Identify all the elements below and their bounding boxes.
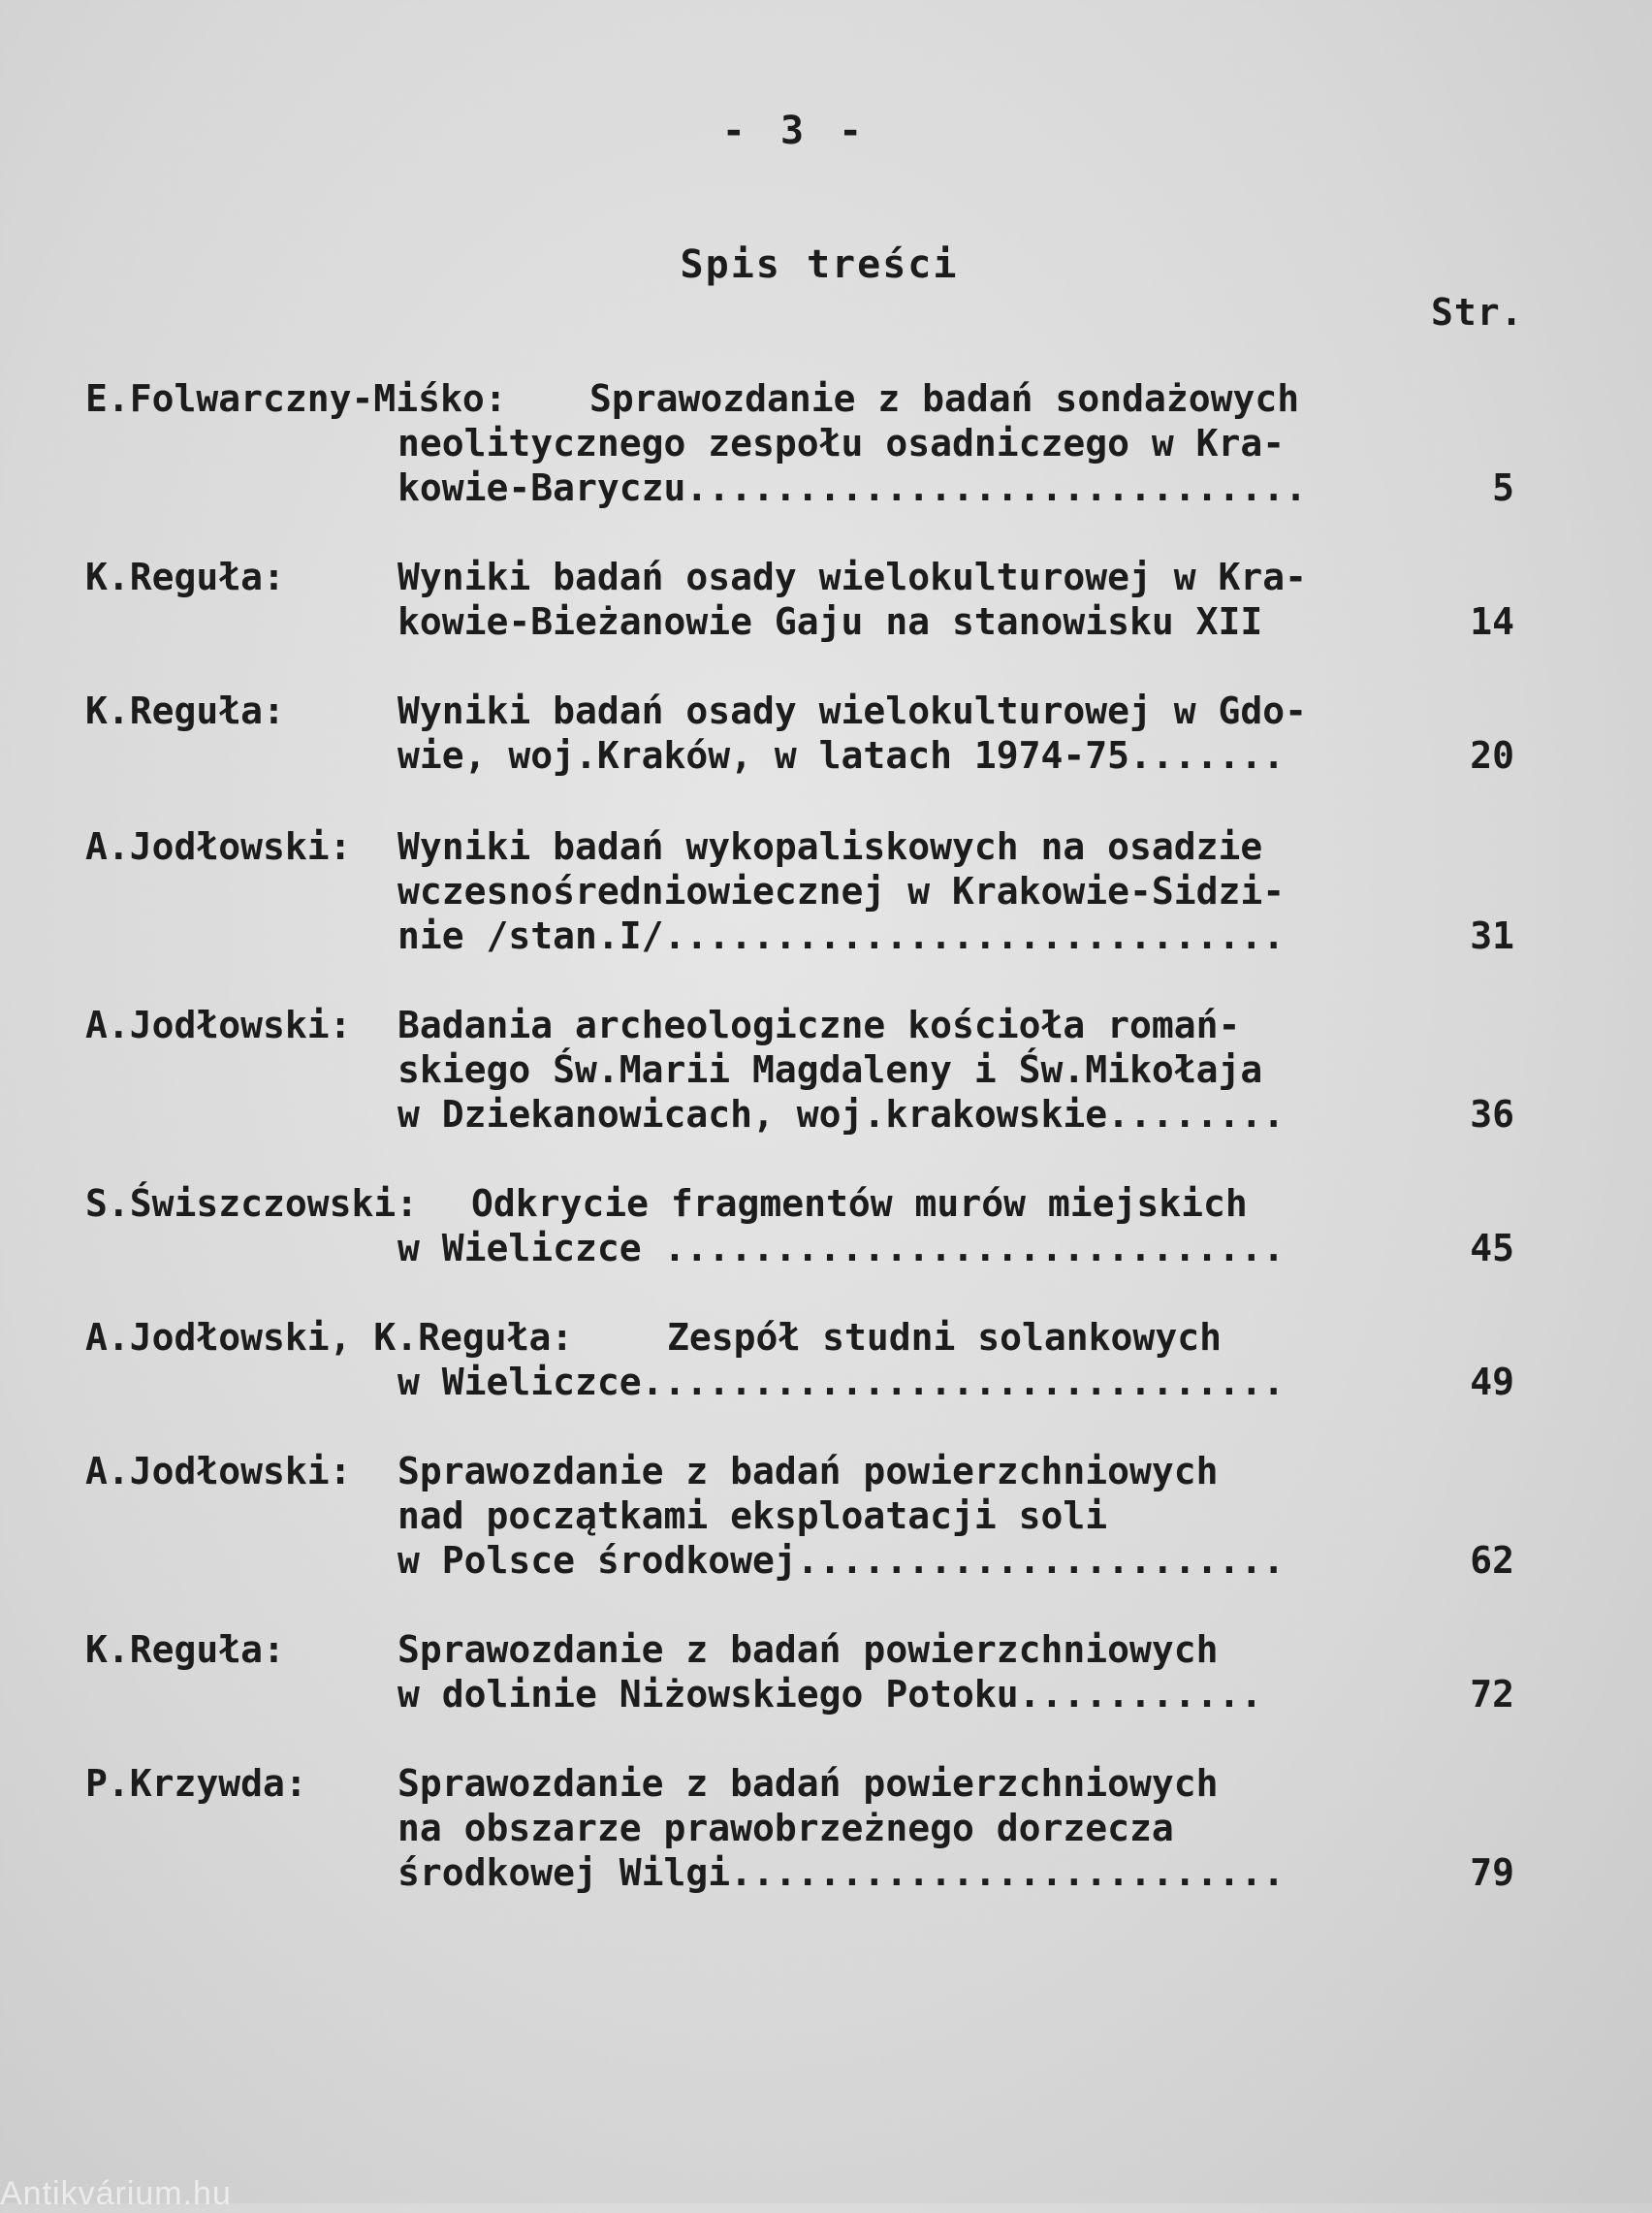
entry-title: Badania archeologiczne kościoła romań- skiego Św.Marii Magdaleny i Św.Mikołaja w Dziekanowicach, woj.krakowskie........ [397,1004,1286,1136]
entry-page: 62 [1470,1539,1514,1582]
entry-page: 49 [1470,1361,1514,1403]
entry-author: K.Reguła: [85,556,285,598]
entry-title: Sprawozdanie z badań powierzchniowych nad początkami eksploatacji soli w Polsce środkowej...................... [397,1450,1286,1582]
entry-title: Sprawozdanie z badań powierzchniowych w dolinie Niżowskiego Potoku........... [397,1628,1263,1716]
entry-page: 14 [1470,600,1514,643]
entry-author: A.Jodłowski, K.Reguła: [85,1316,574,1359]
entry-title-first-line: Odkrycie fragmentów murów miejskich [471,1182,1248,1225]
entry-author: A.Jodłowski: [85,825,352,868]
entry-page: 79 [1470,1851,1514,1894]
entry-author: P.Krzywda: [85,1762,307,1805]
entry-title: neolitycznego zespołu osadniczego w Kra- kowie-Baryczu............................ [397,422,1307,509]
entry-title: Wyniki badań osady wielokulturowej w Kra- kowie-Bieżanowie Gaju na stanowisku XII [397,556,1307,643]
toc-title: Spis treści [680,242,959,287]
entry-page: 72 [1470,1673,1514,1716]
page-column-label: Str. [1431,291,1524,334]
entry-author: K.Reguła: [85,690,285,732]
entry-title: w Wieliczce............................. [397,1361,1286,1403]
entry-author: K.Reguła: [85,1628,285,1671]
entry-page: 31 [1470,914,1514,957]
entry-page: 20 [1470,734,1514,777]
entry-page: 5 [1492,466,1514,509]
entry-author: A.Jodłowski: [85,1450,352,1492]
entry-title: w Wieliczce ............................ [397,1227,1286,1269]
entry-page: 45 [1470,1227,1514,1269]
entry-title-first-line: Sprawozdanie z badań sondażowych [589,377,1300,420]
entry-title-first-line: Zespół studni solankowych [667,1316,1222,1359]
entry-title: Wyniki badań osady wielokulturowej w Gdo- wie, woj.Kraków, w latach 1974-75....... [397,690,1307,777]
entry-author: S.Świszczowski: [85,1182,419,1225]
entry-author: A.Jodłowski: [85,1004,352,1046]
entry-title: Sprawozdanie z badań powierzchniowych na obszarze prawobrzeżnego dorzecza środkowej Wilgi......................... [397,1762,1286,1894]
entry-author: E.Folwarczny-Miśko: [85,377,507,420]
entry-title: Wyniki badań wykopaliskowych na osadzie wczesnośredniowiecznej w Krakowie-Sidzi- nie /stan.I/............................ [397,825,1286,957]
watermark: Antikvárium.hu [0,2175,232,2212]
page-number: - 3 - [721,109,869,153]
entry-page: 36 [1470,1093,1514,1136]
